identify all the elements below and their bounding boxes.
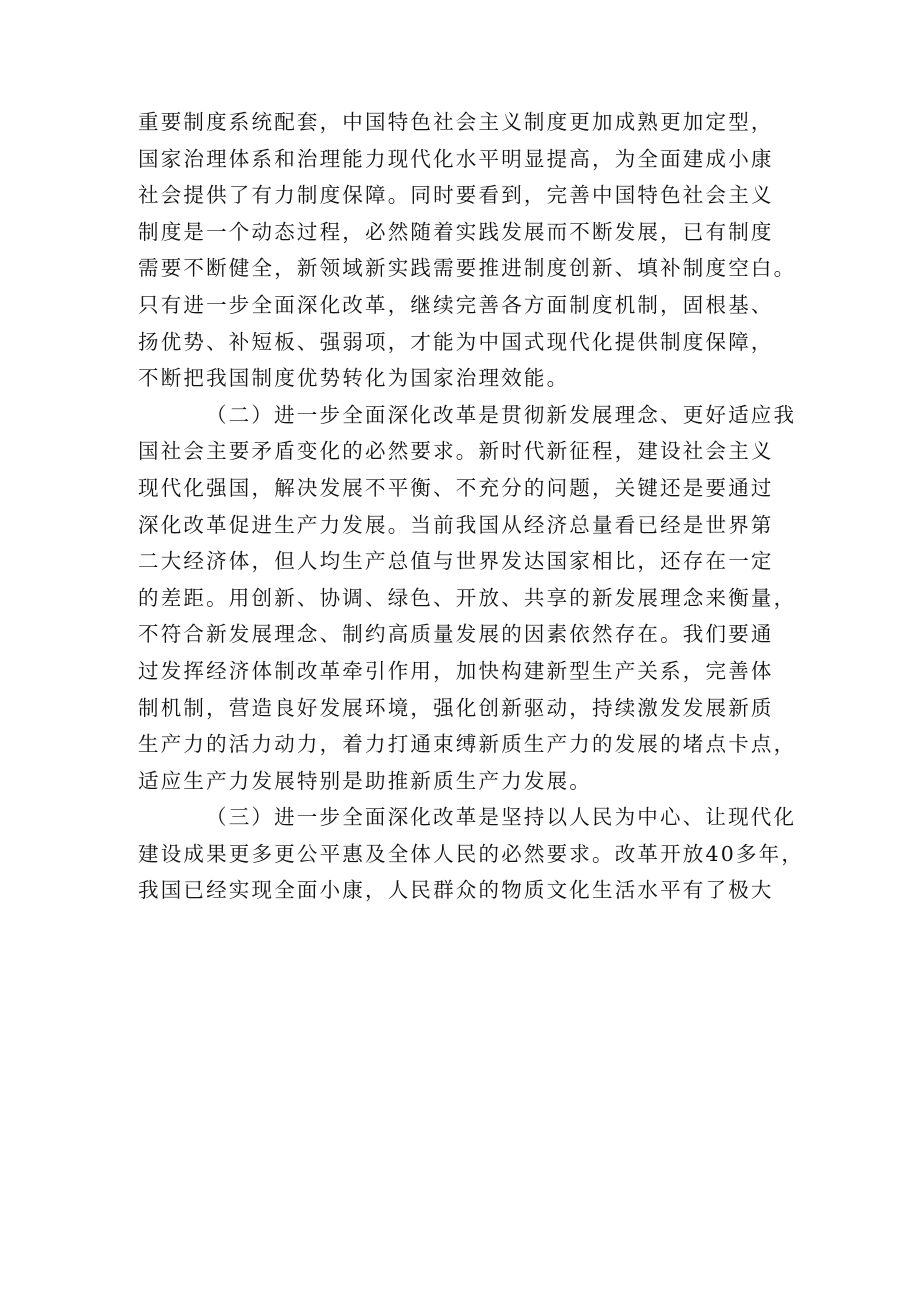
- text-line: 国家治理体系和治理能力现代化水平明显提高，为全面建成小康: [138, 146, 774, 171]
- text-line: 不符合新发展理念、制约高质量发展的因素依然存在。我们要通: [138, 622, 774, 647]
- text-line: 不断把我国制度优势转化为国家治理效能。: [138, 366, 570, 391]
- text-line: 我国已经实现全面小康，人民群众的物质文化生活水平有了极大: [138, 878, 774, 903]
- text-line: 社会提供了有力制度保障。同时要看到，完善中国特色社会主义: [138, 183, 774, 208]
- text-line: 国社会主要矛盾变化的必然要求。新时代新征程，建设社会主义: [138, 439, 774, 464]
- text-line: 深化改革促进生产力发展。当前我国从经济总量看已经是世界第: [138, 512, 774, 537]
- text-line: 二大经济体，但人均生产总值与世界发达国家相比，还存在一定: [138, 549, 774, 574]
- text-line: 需要不断健全，新领域新实践需要推进制度创新、填补制度空白。: [138, 256, 797, 281]
- text-line: 现代化强国，解决发展不平衡、不充分的问题，关键还是要通过: [138, 475, 774, 500]
- text-line: 制机制，营造良好发展环境，强化创新驱动，持续激发发展新质: [138, 695, 774, 720]
- text-line: 的差距。用创新、协调、绿色、开放、共享的新发展理念来衡量，: [138, 585, 797, 610]
- text-line: 适应生产力发展特别是助推新质生产力发展。: [138, 768, 592, 793]
- text-line: 重要制度系统配套，中国特色社会主义制度更加成熟更加定型，: [138, 110, 774, 134]
- text-line: 只有进一步全面深化改革，继续完善各方面制度机制，固根基、: [138, 292, 774, 317]
- paragraph-heading-3: （三）进一步全面深化改革是坚持以人民为中心、让现代化: [206, 805, 797, 830]
- text-line: 建设成果更多更公平惠及全体人民的必然要求。改革开放40多年，: [138, 841, 805, 866]
- text-line: 制度是一个动态过程，必然随着实践发展而不断发展，已有制度: [138, 219, 774, 244]
- paragraph-heading-2: （二）进一步全面深化改革是贯彻新发展理念、更好适应我: [206, 402, 797, 427]
- text-line: 生产力的活力动力，着力打通束缚新质生产力的发展的堵点卡点，: [138, 732, 797, 757]
- text-line: 扬优势、补短板、强弱项，才能为中国式现代化提供制度保障，: [138, 329, 774, 354]
- text-line: 过发挥经济体制改革牵引作用，加快构建新型生产关系，完善体: [138, 658, 774, 683]
- document-body: [138, 104, 805, 909]
